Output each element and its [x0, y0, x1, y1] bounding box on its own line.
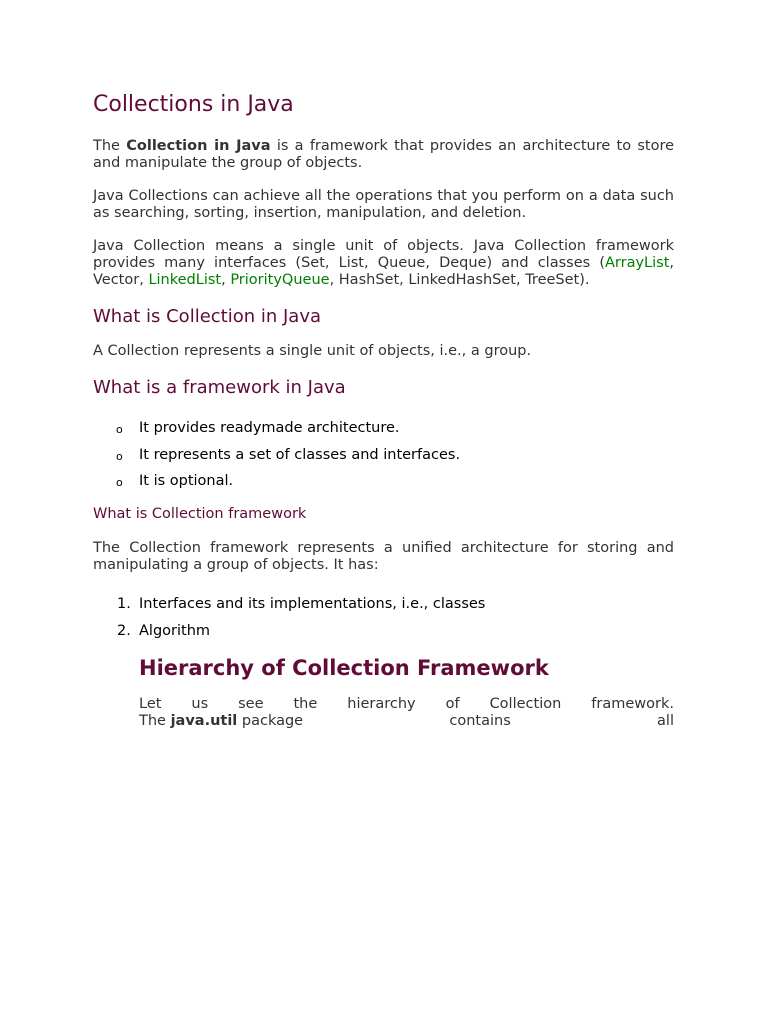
list-item [93, 473, 674, 490]
intro-p1-rest: is a framework that provides an architecture to store and manipulate the group of objects. [93, 138, 675, 171]
word: all [657, 712, 674, 729]
list-item-text: It is optional. [139, 473, 234, 489]
section-collection-text: A Collection represents a single unit of objects, i.e., a group. [93, 343, 532, 359]
list-item-text: Algorithm [139, 622, 211, 639]
section-heading-collection-framework: What is Collection framework [93, 506, 307, 522]
word: framework. [591, 695, 674, 712]
word: The [139, 712, 166, 729]
hierarchy-line-1 [139, 696, 674, 713]
framework-numbered-list [93, 596, 674, 640]
word: Let [139, 695, 162, 712]
word: see [238, 695, 264, 712]
list-item-text: It represents a set of classes and interfaces. [139, 446, 461, 463]
list-item [93, 447, 674, 464]
intro-p1-bold: Collection in Java [126, 138, 271, 154]
document-page [93, 90, 674, 730]
section-collection-framework-text: The Collection framework represents a unified architecture for storing and manipulating a group of objects. It has: [93, 540, 674, 573]
intro-p3-end: , HashSet, LinkedHashSet, TreeSet). [329, 272, 590, 288]
intro-paragraph-3 [93, 238, 674, 289]
list-number: 2. [117, 622, 131, 639]
intro-p3-sep2: , [221, 272, 231, 288]
word: of [445, 695, 460, 712]
word: the [293, 695, 318, 712]
circle-bullet-icon: o [116, 449, 123, 463]
list-item-text: It provides readymade architecture. [139, 420, 400, 436]
hierarchy-line-2 [139, 713, 674, 730]
priorityqueue-link[interactable]: PriorityQueue [230, 272, 330, 288]
section-heading-hierarchy: Hierarchy of Collection Framework [139, 655, 549, 680]
list-item-text: Interfaces and its implementations, i.e., classes [139, 596, 486, 612]
list-number: 1. [117, 596, 131, 612]
intro-paragraph-1 [93, 138, 674, 172]
list-item [93, 623, 674, 640]
hierarchy-line2-start [139, 713, 303, 730]
word: hierarchy [347, 695, 416, 712]
word: package [241, 712, 304, 729]
intro-p1-prefix: The [93, 138, 120, 154]
intro-paragraph-2: Java Collections can achieve all the operations that you perform on a data such as searching, sorting, insertion, manipulation, and deletion. [93, 188, 674, 221]
framework-bullet-list [93, 420, 674, 490]
section-heading-framework: What is a framework in Java [93, 377, 346, 398]
page-title: Collections in Java [93, 92, 294, 117]
circle-bullet-icon: o [116, 423, 123, 436]
section-heading-collection: What is Collection in Java [93, 306, 322, 327]
intro-p3-start: Java Collection means a single unit of objects. Java Collection framework provides many interfaces (Set, List, Queue, Deque) and classes ( [93, 238, 674, 271]
intro-p3-sep1: , Vector, [93, 255, 674, 288]
list-item [93, 420, 674, 437]
word: us [191, 695, 209, 712]
word: Collection [489, 695, 562, 712]
java-util-bold: java.util [170, 712, 238, 729]
hierarchy-paragraph [139, 696, 674, 730]
linkedlist-link[interactable]: LinkedList [148, 272, 222, 288]
list-item [93, 596, 674, 613]
circle-bullet-icon: o [116, 476, 123, 489]
word: contains [449, 712, 511, 729]
arraylist-link[interactable]: ArrayList [604, 255, 670, 271]
